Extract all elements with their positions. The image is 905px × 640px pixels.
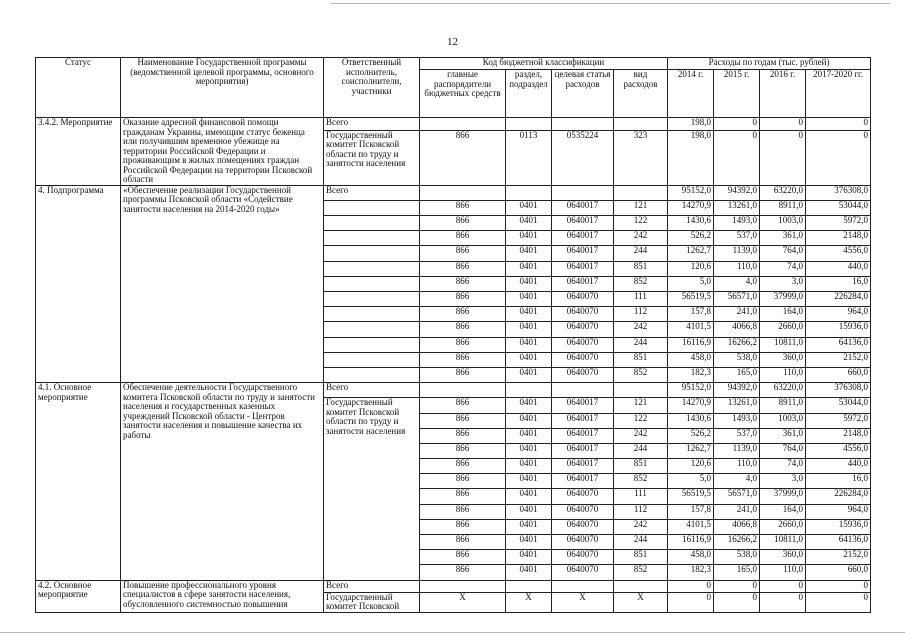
cell-2017-2020: 5972,0 xyxy=(806,413,871,428)
cell-2014: 1430,6 xyxy=(668,413,714,428)
cell-2017-2020: 2148,0 xyxy=(806,428,871,443)
sec342-kind: 323 xyxy=(614,130,668,185)
sec42-total-2017: 0 xyxy=(806,580,871,592)
cell-2015: 110,0 xyxy=(714,261,760,276)
sec42-status: 4.2. Основное мероприятие xyxy=(36,580,121,612)
cell-2015: 4,0 xyxy=(714,276,760,291)
cell-2017-2020: 15936,0 xyxy=(806,519,871,534)
cell-grbs: 866 xyxy=(420,474,506,489)
cell-kind: 851 xyxy=(614,352,668,367)
sec342-grbs: 866 xyxy=(420,130,506,185)
sec342-total-2017: 0 xyxy=(806,118,871,131)
cell-grbs: 866 xyxy=(420,231,506,246)
cell-2017-2020: 440,0 xyxy=(806,261,871,276)
header-2015: 2015 г. xyxy=(714,70,760,118)
cell-target: 0640070 xyxy=(552,535,614,550)
sec342-total-2016: 0 xyxy=(760,118,806,131)
sec4-total-2016: 63220,0 xyxy=(760,185,806,200)
sec41-total-row xyxy=(36,383,871,398)
scan-artifact-bottom xyxy=(0,632,905,633)
sec42-section: X xyxy=(506,592,552,612)
sec342-total-row xyxy=(36,118,871,131)
sec42-total-2014: 0 xyxy=(668,580,714,592)
cell-2015: 538,0 xyxy=(714,550,760,565)
sec342-2015: 0 xyxy=(714,130,760,185)
cell-2015: 1139,0 xyxy=(714,246,760,261)
cell-target: 0640017 xyxy=(552,231,614,246)
cell-target: 0640017 xyxy=(552,276,614,291)
sec4-total-label: Всего xyxy=(324,185,420,200)
cell-section: 0401 xyxy=(506,307,552,322)
sec342-2016: 0 xyxy=(760,130,806,185)
sec41-total-2017: 376308,0 xyxy=(806,383,871,398)
cell-section: 0401 xyxy=(506,489,552,504)
cell-section: 0401 xyxy=(506,246,552,261)
cell-2017-2020: 226284,0 xyxy=(806,489,871,504)
cell-2016: 360,0 xyxy=(760,352,806,367)
sec42-executor: Государственный комитет Псковской xyxy=(324,592,420,612)
cell-target: 0640017 xyxy=(552,413,614,428)
cell-grbs: 866 xyxy=(420,459,506,474)
cell-target: 0640017 xyxy=(552,474,614,489)
cell-2017-2020: 16,0 xyxy=(806,276,871,291)
header-target: целевая статья расходов xyxy=(552,70,614,118)
cell-2015: 4,0 xyxy=(714,474,760,489)
cell-grbs: 866 xyxy=(420,292,506,307)
cell-grbs: 866 xyxy=(420,276,506,291)
executor-cell-empty xyxy=(324,352,420,367)
cell-kind: 121 xyxy=(614,398,668,413)
cell-2017-2020: 2152,0 xyxy=(806,352,871,367)
cell-kind: 852 xyxy=(614,474,668,489)
cell-2014: 1430,6 xyxy=(668,216,714,231)
executor-cell-empty xyxy=(324,276,420,291)
cell-kind: 244 xyxy=(614,535,668,550)
cell-section: 0401 xyxy=(506,565,552,580)
cell-grbs: 866 xyxy=(420,337,506,352)
cell-2014: 526,2 xyxy=(668,231,714,246)
sec342-name: Оказание адресной финансовой помощи гражданам Украины, имеющим статус беженца или получившим временное убежище на территории Российской Федерации и проживающим в жилых помещениях граждан Российской Федерации на территории Псковской области xyxy=(121,118,324,186)
cell-2016: 1003,0 xyxy=(760,216,806,231)
cell-grbs: 866 xyxy=(420,565,506,580)
cell-section: 0401 xyxy=(506,276,552,291)
sec42-total-2016: 0 xyxy=(760,580,806,592)
cell-section: 0401 xyxy=(506,292,552,307)
cell-2015: 241,0 xyxy=(714,307,760,322)
cell-2015: 538,0 xyxy=(714,352,760,367)
cell-target: 0640017 xyxy=(552,216,614,231)
cell-2014: 458,0 xyxy=(668,550,714,565)
cell-target: 0640070 xyxy=(552,550,614,565)
cell-2015: 165,0 xyxy=(714,367,760,382)
cell-target: 0640070 xyxy=(552,565,614,580)
cell-target: 0640017 xyxy=(552,428,614,443)
cell-target: 0640017 xyxy=(552,398,614,413)
sec4-total-row xyxy=(36,185,871,200)
executor-cell-empty xyxy=(324,231,420,246)
cell-2017-2020: 660,0 xyxy=(806,565,871,580)
cell-section: 0401 xyxy=(506,428,552,443)
cell-kind: 121 xyxy=(614,200,668,215)
cell-2016: 360,0 xyxy=(760,550,806,565)
cell-section: 0401 xyxy=(506,322,552,337)
cell-kind: 244 xyxy=(614,337,668,352)
executor-cell-empty xyxy=(324,367,420,382)
cell-2015: 4066,8 xyxy=(714,519,760,534)
cell-section: 0401 xyxy=(506,519,552,534)
cell-2017-2020: 53044,0 xyxy=(806,398,871,413)
sec41-name: Обеспечение деятельности Государственного комитета Псковской области по труду и занятости населения и государственных казенных учреждений Псковской области - Центров занятости населения и повышение качества их работы xyxy=(121,383,324,580)
sec41-total-2014: 95152,0 xyxy=(668,383,714,398)
cell-grbs: 866 xyxy=(420,352,506,367)
cell-2016: 110,0 xyxy=(760,367,806,382)
cell-kind: 122 xyxy=(614,413,668,428)
cell-2014: 4101,5 xyxy=(668,519,714,534)
cell-section: 0401 xyxy=(506,443,552,458)
header-expenses: Расходы по годам (тыс. рублей) xyxy=(668,58,871,70)
cell-section: 0401 xyxy=(506,413,552,428)
cell-2015: 16266,2 xyxy=(714,337,760,352)
cell-target: 0640070 xyxy=(552,337,614,352)
cell-kind: 242 xyxy=(614,428,668,443)
cell-2016: 110,0 xyxy=(760,565,806,580)
cell-2016: 10811,0 xyxy=(760,337,806,352)
cell-2014: 157,8 xyxy=(668,307,714,322)
sec342-total-2015: 0 xyxy=(714,118,760,131)
cell-2016: 37999,0 xyxy=(760,292,806,307)
budget-table xyxy=(35,57,871,613)
cell-2014: 5,0 xyxy=(668,474,714,489)
sec4-status: 4. Подпрограмма xyxy=(36,185,121,382)
sec42-2017: 0 xyxy=(806,592,871,612)
cell-grbs: 866 xyxy=(420,246,506,261)
header-row-1 xyxy=(36,58,871,70)
cell-2014: 4101,5 xyxy=(668,322,714,337)
cell-2015: 13261,0 xyxy=(714,398,760,413)
header-name: Наименование Государственной программы (ведомственной целевой программы, основного мероприятия) xyxy=(121,58,324,118)
cell-section: 0401 xyxy=(506,261,552,276)
cell-kind: 111 xyxy=(614,292,668,307)
cell-2017-2020: 64136,0 xyxy=(806,535,871,550)
cell-section: 0401 xyxy=(506,459,552,474)
cell-2017-2020: 53044,0 xyxy=(806,200,871,215)
cell-target: 0640070 xyxy=(552,489,614,504)
cell-kind: 242 xyxy=(614,322,668,337)
cell-kind: 244 xyxy=(614,246,668,261)
cell-2014: 14270,9 xyxy=(668,398,714,413)
cell-2015: 165,0 xyxy=(714,565,760,580)
cell-2015: 13261,0 xyxy=(714,200,760,215)
cell-grbs: 866 xyxy=(420,535,506,550)
cell-kind: 851 xyxy=(614,261,668,276)
cell-target: 0640017 xyxy=(552,246,614,261)
cell-2017-2020: 226284,0 xyxy=(806,292,871,307)
cell-target: 0640017 xyxy=(552,443,614,458)
sec42-target: X xyxy=(552,592,614,612)
cell-kind: 851 xyxy=(614,459,668,474)
sec42-2016: 0 xyxy=(760,592,806,612)
header-executor: Ответственный исполнитель, соисполнители, участники xyxy=(324,58,420,118)
cell-2014: 16116,9 xyxy=(668,535,714,550)
cell-2014: 16116,9 xyxy=(668,337,714,352)
sec41-status: 4.1. Основное мероприятие xyxy=(36,383,121,580)
header-status: Статус xyxy=(36,58,121,118)
cell-2016: 764,0 xyxy=(760,246,806,261)
cell-2016: 74,0 xyxy=(760,261,806,276)
sec41-executor: Государственный комитет Псковской области по труду и занятости населения xyxy=(324,398,420,580)
executor-cell-empty xyxy=(324,292,420,307)
sec42-total-label: Всего xyxy=(324,580,420,592)
cell-2014: 14270,9 xyxy=(668,200,714,215)
cell-2016: 164,0 xyxy=(760,504,806,519)
cell-grbs: 866 xyxy=(420,519,506,534)
cell-kind: 242 xyxy=(614,519,668,534)
cell-2014: 56519,5 xyxy=(668,489,714,504)
cell-section: 0401 xyxy=(506,474,552,489)
header-section: раздел, подраздел xyxy=(506,70,552,118)
cell-grbs: 866 xyxy=(420,413,506,428)
executor-cell-empty xyxy=(324,322,420,337)
cell-grbs: 866 xyxy=(420,307,506,322)
cell-kind: 112 xyxy=(614,307,668,322)
cell-2016: 10811,0 xyxy=(760,535,806,550)
cell-section: 0401 xyxy=(506,337,552,352)
cell-2017-2020: 5972,0 xyxy=(806,216,871,231)
sec42-grbs: X xyxy=(420,592,506,612)
cell-section: 0401 xyxy=(506,504,552,519)
cell-2017-2020: 660,0 xyxy=(806,367,871,382)
cell-target: 0640070 xyxy=(552,519,614,534)
cell-2015: 110,0 xyxy=(714,459,760,474)
cell-2016: 3,0 xyxy=(760,474,806,489)
sec41-total-2015: 94392,0 xyxy=(714,383,760,398)
cell-section: 0401 xyxy=(506,216,552,231)
executor-cell-empty xyxy=(324,200,420,215)
header-2014: 2014 г. xyxy=(668,70,714,118)
cell-2017-2020: 2152,0 xyxy=(806,550,871,565)
cell-2016: 2660,0 xyxy=(760,519,806,534)
cell-2016: 74,0 xyxy=(760,459,806,474)
sec42-kind: X xyxy=(614,592,668,612)
sec342-target: 0535224 xyxy=(552,130,614,185)
cell-grbs: 866 xyxy=(420,261,506,276)
executor-cell-empty xyxy=(324,261,420,276)
cell-2016: 361,0 xyxy=(760,231,806,246)
cell-2014: 1262,7 xyxy=(668,246,714,261)
cell-2015: 56571,0 xyxy=(714,489,760,504)
cell-kind: 244 xyxy=(614,443,668,458)
cell-target: 0640017 xyxy=(552,459,614,474)
sec4-total-2015: 94392,0 xyxy=(714,185,760,200)
cell-2017-2020: 15936,0 xyxy=(806,322,871,337)
sec342-section: 0113 xyxy=(506,130,552,185)
cell-2017-2020: 440,0 xyxy=(806,459,871,474)
cell-2017-2020: 64136,0 xyxy=(806,337,871,352)
cell-grbs: 866 xyxy=(420,398,506,413)
cell-target: 0640070 xyxy=(552,504,614,519)
cell-2015: 1493,0 xyxy=(714,413,760,428)
sec42-2014: 0 xyxy=(668,592,714,612)
cell-kind: 851 xyxy=(614,550,668,565)
cell-2017-2020: 4556,0 xyxy=(806,443,871,458)
cell-2017-2020: 4556,0 xyxy=(806,246,871,261)
cell-2014: 157,8 xyxy=(668,504,714,519)
executor-cell-empty xyxy=(324,337,420,352)
cell-2015: 16266,2 xyxy=(714,535,760,550)
cell-grbs: 866 xyxy=(420,550,506,565)
sec4-total-2014: 95152,0 xyxy=(668,185,714,200)
sec41-total-label: Всего xyxy=(324,383,420,398)
cell-2016: 764,0 xyxy=(760,443,806,458)
cell-kind: 242 xyxy=(614,231,668,246)
cell-2017-2020: 16,0 xyxy=(806,474,871,489)
cell-grbs: 866 xyxy=(420,200,506,215)
cell-target: 0640070 xyxy=(552,292,614,307)
cell-grbs: 866 xyxy=(420,216,506,231)
cell-section: 0401 xyxy=(506,535,552,550)
cell-section: 0401 xyxy=(506,367,552,382)
cell-2014: 5,0 xyxy=(668,276,714,291)
sec342-total-label: Всего xyxy=(324,118,420,131)
cell-kind: 852 xyxy=(614,276,668,291)
cell-2014: 458,0 xyxy=(668,352,714,367)
sec41-total-2016: 63220,0 xyxy=(760,383,806,398)
executor-cell-empty xyxy=(324,216,420,231)
cell-target: 0640017 xyxy=(552,261,614,276)
cell-grbs: 866 xyxy=(420,504,506,519)
cell-target: 0640070 xyxy=(552,367,614,382)
sec4-name: «Обеспечение реализации Государственной программы Псковской области «Содействие занятости населения на 2014-2020 годы» xyxy=(121,185,324,382)
cell-kind: 111 xyxy=(614,489,668,504)
cell-2015: 241,0 xyxy=(714,504,760,519)
sec42-total-row xyxy=(36,580,871,592)
sec4-total-2017: 376308,0 xyxy=(806,185,871,200)
cell-2015: 1493,0 xyxy=(714,216,760,231)
header-2016: 2016 г. xyxy=(760,70,806,118)
cell-2014: 120,6 xyxy=(668,261,714,276)
sec342-status: 3.4.2. Мероприятие xyxy=(36,118,121,186)
cell-target: 0640017 xyxy=(552,200,614,215)
cell-target: 0640070 xyxy=(552,307,614,322)
cell-2016: 3,0 xyxy=(760,276,806,291)
cell-2016: 8911,0 xyxy=(760,200,806,215)
sec42-2015: 0 xyxy=(714,592,760,612)
cell-kind: 852 xyxy=(614,367,668,382)
header-kind: вид расходов xyxy=(614,70,668,118)
page-number: 12 xyxy=(447,36,458,48)
cell-2016: 2660,0 xyxy=(760,322,806,337)
cell-2014: 120,6 xyxy=(668,459,714,474)
cell-2017-2020: 964,0 xyxy=(806,307,871,322)
scan-artifact-top xyxy=(330,3,890,4)
cell-2014: 56519,5 xyxy=(668,292,714,307)
cell-2017-2020: 2148,0 xyxy=(806,231,871,246)
cell-2015: 537,0 xyxy=(714,231,760,246)
cell-grbs: 866 xyxy=(420,367,506,382)
cell-section: 0401 xyxy=(506,550,552,565)
cell-grbs: 866 xyxy=(420,489,506,504)
sec42-name: Повышение профессионального уровня специалистов в сфере занятости населения, обусловленного системностью повышения xyxy=(121,580,324,612)
cell-2015: 56571,0 xyxy=(714,292,760,307)
cell-2014: 182,3 xyxy=(668,367,714,382)
executor-cell-empty xyxy=(324,246,420,261)
cell-2017-2020: 964,0 xyxy=(806,504,871,519)
header-2017-2020: 2017-2020 гг. xyxy=(806,70,871,118)
cell-grbs: 866 xyxy=(420,443,506,458)
cell-target: 0640070 xyxy=(552,352,614,367)
executor-cell-empty xyxy=(324,307,420,322)
cell-section: 0401 xyxy=(506,352,552,367)
sec342-total-2014: 198,0 xyxy=(668,118,714,131)
cell-2016: 361,0 xyxy=(760,428,806,443)
cell-kind: 852 xyxy=(614,565,668,580)
cell-2016: 1003,0 xyxy=(760,413,806,428)
cell-2014: 182,3 xyxy=(668,565,714,580)
sec42-total-2015: 0 xyxy=(714,580,760,592)
cell-2014: 1262,7 xyxy=(668,443,714,458)
cell-2015: 4066,8 xyxy=(714,322,760,337)
cell-section: 0401 xyxy=(506,200,552,215)
sec342-2014: 198,0 xyxy=(668,130,714,185)
cell-2015: 1139,0 xyxy=(714,443,760,458)
cell-2016: 8911,0 xyxy=(760,398,806,413)
header-grbs: главные распорядители бюджетных средств xyxy=(420,70,506,118)
header-budget-code: Код бюджетной классификации xyxy=(420,58,668,70)
cell-2016: 164,0 xyxy=(760,307,806,322)
sec342-executor: Государственный комитет Псковской области по труду и занятости населения xyxy=(324,130,420,185)
cell-section: 0401 xyxy=(506,398,552,413)
cell-target: 0640070 xyxy=(552,322,614,337)
cell-kind: 112 xyxy=(614,504,668,519)
cell-2016: 37999,0 xyxy=(760,489,806,504)
cell-2015: 537,0 xyxy=(714,428,760,443)
cell-grbs: 866 xyxy=(420,428,506,443)
cell-grbs: 866 xyxy=(420,322,506,337)
cell-2014: 526,2 xyxy=(668,428,714,443)
cell-kind: 122 xyxy=(614,216,668,231)
sec342-2017: 0 xyxy=(806,130,871,185)
cell-section: 0401 xyxy=(506,231,552,246)
